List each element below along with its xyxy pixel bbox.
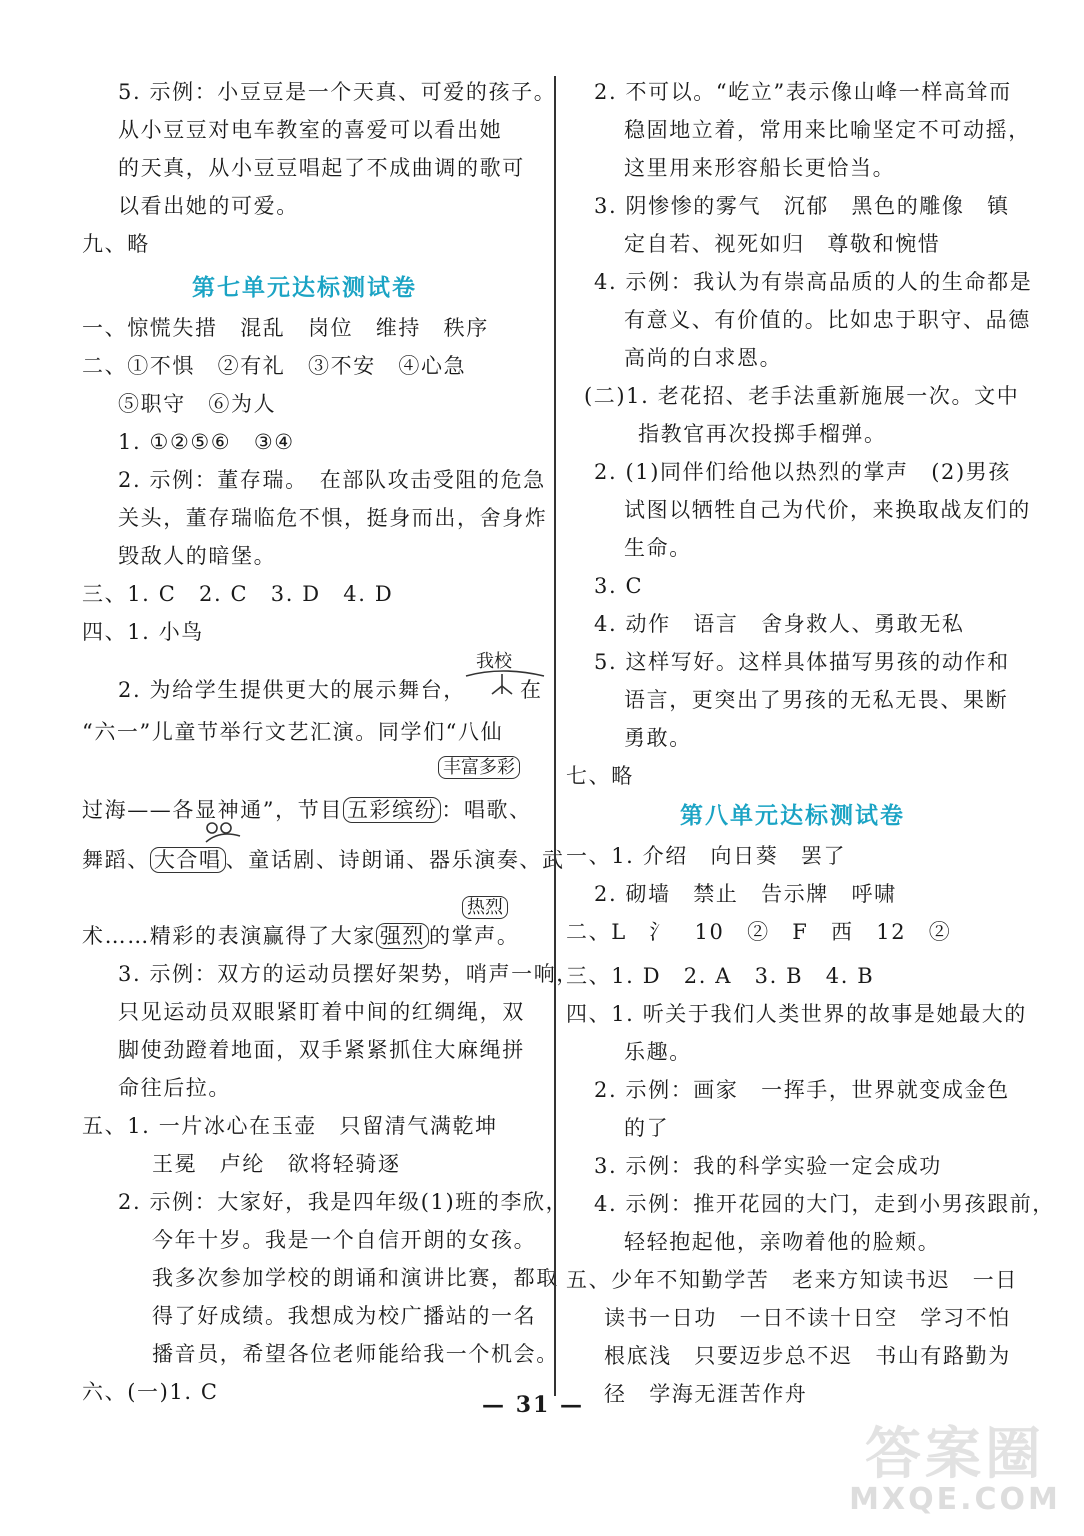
answer-line: 2. 示例：大家好，我是四年级(1)班的李欣，	[118, 1190, 569, 1214]
answer-line: 稳固地立着，常用来比喻坚定不可动摇，	[624, 118, 1031, 142]
answer-line: 这里用来形容船长更恰当。	[624, 156, 896, 180]
answer-line: 三、1. C 2. C 3. D 4. D	[82, 582, 394, 606]
answer-line: 一、1. 介绍 向日葵 罢了	[566, 844, 847, 868]
answer-line: 试图以牺牲自己为代价，来换取战友们的	[624, 498, 1031, 522]
answer-line: 指教官再次投掷手榴弹。	[638, 422, 887, 446]
answer-line: 毁敌人的暗堡。	[118, 544, 277, 568]
answer-line: 王冕 卢纶 欲将轻骑逐	[152, 1152, 401, 1176]
answer-line: 从小豆豆对电车教室的喜爱可以看出她	[118, 118, 503, 142]
answer-line: 4. 动作 语言 舍身救人、勇敢无私	[594, 612, 965, 636]
answer-line: 脚使劲蹬着地面，双手紧紧抓住大麻绳拼	[118, 1038, 525, 1062]
answer-line: 今年十岁。我是一个自信开朗的女孩。	[152, 1228, 537, 1252]
answer-text: 、童话剧、诗朗诵、器乐演奏、武	[225, 848, 565, 872]
answer-line: 3. 阴惨惨的雾气 沉郁 黑色的雕像 镇	[594, 194, 1010, 218]
answer-line: 七、略	[566, 764, 634, 788]
watermark-url-text: MXQE.COM	[849, 1482, 1061, 1517]
correction-annotation	[462, 896, 508, 920]
answer-line: 的天真，从小豆豆唱起了不成曲调的歌可	[118, 156, 525, 180]
column-divider	[554, 76, 556, 1396]
answer-text: 术……精彩的表演赢得了大家	[82, 924, 376, 948]
answer-line: 读书一日功 一日不读十日空 学习不怕	[604, 1306, 1011, 1330]
answer-line: 生命。	[624, 536, 692, 560]
answer-line: 5. 这样写好。这样具体描写男孩的动作和	[594, 650, 1010, 674]
answer-line: 一、惊慌失措 混乱 岗位 维持 秩序	[82, 316, 489, 340]
answer-line: 在	[520, 678, 543, 702]
answer-line: 五、少年不知勤学苦 老来方知读书迟 一日	[566, 1268, 1018, 1292]
answer-line: 轻轻抱起他，亲吻着他的脸颊。	[624, 1230, 941, 1254]
answer-line: 径 学海无涯苦作舟	[604, 1382, 808, 1406]
section-heading-unit-7: 第七单元达标测试卷	[192, 274, 417, 301]
page-number: — 31 —	[482, 1392, 584, 1418]
marked-word: 大合唱	[150, 847, 226, 873]
marked-word: 强烈	[376, 923, 429, 949]
answer-line: 得了好成绩。我想成为校广播站的一名	[152, 1304, 537, 1328]
answer-text: 的掌声。	[429, 924, 520, 948]
answer-line: 有意义、有价值的。比如忠于职守、品德	[624, 308, 1031, 332]
answer-line: ⑤职守 ⑥为人	[118, 392, 277, 416]
answer-text: 过海——各显神通”，节目	[82, 798, 343, 822]
answer-line: 3. C	[594, 574, 644, 598]
marked-word: 五彩缤纷	[343, 797, 441, 823]
answer-line: 命往后拉。	[118, 1076, 231, 1100]
answer-line: 六、(一)1. C	[82, 1380, 219, 1404]
answer-line: 二、①不惧 ②有礼 ③不安 ④心急	[82, 354, 467, 378]
answer-line: 二、L 氵 10 ② F 西 12 ②	[566, 920, 952, 944]
section-heading-unit-8: 第八单元达标测试卷	[680, 802, 905, 829]
answer-line: 3. 示例：我的科学实验一定会成功	[594, 1154, 942, 1178]
watermark	[840, 1410, 1070, 1520]
correction-annotation	[438, 756, 520, 780]
answer-line: 4. 示例：我认为有崇高品质的人的生命都是	[594, 270, 1033, 294]
answer-line: 定自若、视死如归 尊敬和惋惜	[624, 232, 941, 256]
answer-text: 舞蹈、	[82, 848, 150, 872]
watermark-logo-text: 答案圈	[865, 1422, 1045, 1487]
answer-line: 我多次参加学校的朗诵和演讲比赛，都取	[152, 1266, 559, 1290]
answer-line: 语言，更突出了男孩的无私无畏、果断	[624, 688, 1009, 712]
answer-line	[82, 918, 519, 954]
answer-line: 勇敢。	[624, 726, 692, 750]
answer-line: 关头，董存瑞临危不惧，挺身而出，舍身炸	[118, 506, 548, 530]
answer-line: 2. 不可以。“屹立”表示像山峰一样高耸而	[594, 80, 1012, 104]
answer-line: 3. 示例：双方的运动员摆好架势，哨声一响，	[118, 962, 579, 986]
answer-line: 2. 示例：董存瑞。 在部队攻击受阻的危急	[118, 468, 546, 492]
answer-line: 四、1. 听关于我们人类世界的故事是她最大的	[566, 1002, 1027, 1026]
answer-line: 2. 示例：画家 一挥手，世界就变成金色	[594, 1078, 1010, 1102]
answer-line: 四、1. 小鸟	[82, 620, 204, 644]
answer-line: 1. ①②⑤⑥ ③④	[118, 430, 295, 454]
answer-line: (二)1. 老花招、老手法重新施展一次。文中	[584, 384, 1020, 408]
answer-line: 以看出她的可爱。	[118, 194, 299, 218]
answer-text: ：唱歌、	[441, 798, 532, 822]
insertion-annotation: 我校	[476, 651, 512, 672]
answer-line: 三、1. D 2. A 3. B 4. B	[566, 964, 875, 988]
answer-line: 根底浅 只要迈步总不迟 书山有路勤为	[604, 1344, 1011, 1368]
answer-line: 高尚的白求恩。	[624, 346, 783, 370]
answer-line: 九、略	[82, 232, 150, 256]
correction-annotation-text: 热烈	[462, 896, 508, 919]
answer-line: 5. 示例：小豆豆是一个天真、可爱的孩子。	[118, 80, 557, 104]
answer-line: 4. 示例：推开花园的大门，走到小男孩跟前，	[594, 1192, 1055, 1216]
answer-line: “六一”儿童节举行文艺汇演。同学们“八仙	[82, 720, 504, 744]
answer-line: 只见运动员双眼紧盯着中间的红绸绳，双	[118, 1000, 525, 1024]
answer-line: 2. (1)同伴们给他以热烈的掌声 (2)男孩	[594, 460, 1012, 484]
answer-line: 播音员，希望各位老师能给我一个机会。	[152, 1342, 559, 1366]
answer-line	[82, 842, 565, 878]
answer-line	[82, 792, 532, 828]
answer-line: 的了	[624, 1116, 670, 1140]
answer-line: 2. 为给学生提供更大的展示舞台，	[118, 678, 466, 702]
answer-line: 乐趣。	[624, 1040, 692, 1064]
answer-line: 2. 砌墙 禁止 告示牌 呼啸	[594, 882, 897, 906]
answer-line: 五、1. 一片冰心在玉壶 只留清气满乾坤	[82, 1114, 498, 1138]
correction-annotation-text: 丰富多彩	[438, 756, 520, 779]
